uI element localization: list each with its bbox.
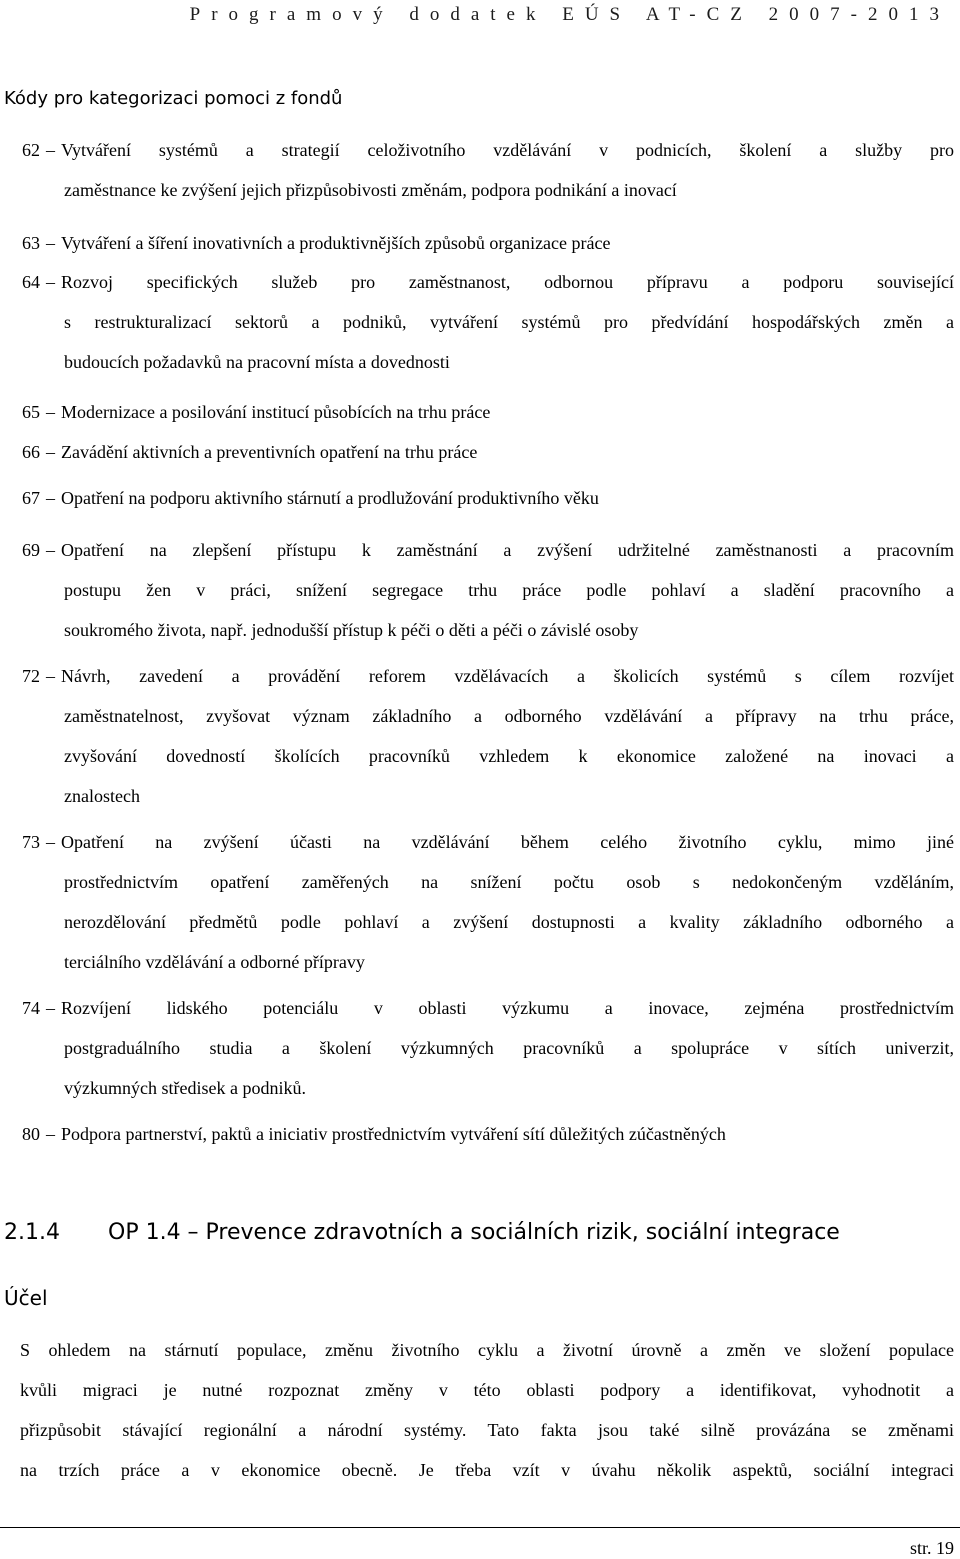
paragraph-line: S ohledem na stárnutí populace, změnu životního cyklu a životní úrovně a změn ve složení populace <box>20 1340 954 1360</box>
code-item-line: soukromého života, např. jednodušší přístup k péči o děti a péči o závislé osoby <box>64 620 639 640</box>
code-dash: – <box>46 442 55 462</box>
purpose-paragraph <box>20 1330 954 1490</box>
code-dash: – <box>46 488 55 508</box>
paragraph-line: na trzích práce a v ekonomice obecně. Je třeba vzít v úvahu několik aspektů, sociální integraci <box>20 1460 954 1480</box>
code-item-line: prostřednictvím opatření zaměřených na snížení počtu osob s nedokončeným vzděláním, <box>64 872 954 892</box>
code-dash: – <box>46 272 55 292</box>
code-number: 64 <box>22 272 40 292</box>
code-item-line: znalostech <box>64 786 140 806</box>
code-item <box>22 223 954 263</box>
paragraph-line: přizpůsobit stávající regionální a národní systémy. Tato fakta jsou také silně provázána se změnami <box>20 1420 954 1440</box>
code-item <box>22 988 954 1108</box>
code-dash: – <box>46 998 55 1018</box>
code-item-first-line <box>22 478 954 518</box>
code-number: 72 <box>22 666 40 686</box>
purpose-heading: Účel <box>4 1286 48 1310</box>
subsection-number: 2.1.4 <box>4 1220 60 1245</box>
code-number: 67 <box>22 488 40 508</box>
code-item-first-line <box>22 656 954 696</box>
code-item-first-line <box>22 988 954 1028</box>
code-text: Vytváření a šíření inovativních a produktivnějších způsobů organizace práce <box>61 233 611 253</box>
code-dash: – <box>46 832 55 852</box>
code-item-line: zaměstnance ke zvýšení jejich přizpůsobivosti změnám, podpora podnikání a inovací <box>64 180 677 200</box>
code-text: Opatření na zlepšení přístupu k zaměstnání a zvýšení udržitelné zaměstnanosti a pracovním <box>61 540 954 560</box>
code-text: Rozvoj specifických služeb pro zaměstnanost, odbornou přípravu a podporu související <box>61 272 954 292</box>
code-item <box>22 656 954 816</box>
code-number: 65 <box>22 402 40 422</box>
code-dash: – <box>46 666 55 686</box>
code-dash: – <box>46 540 55 560</box>
code-item <box>22 1114 954 1154</box>
running-header: Programový dodatek EÚS AT-CZ 2007-2013 <box>189 4 950 25</box>
code-item-line: budoucích požadavků na pracovní místa a dovednosti <box>64 352 450 372</box>
code-item <box>22 432 954 472</box>
code-number: 74 <box>22 998 40 1018</box>
code-text: Zavádění aktivních a preventivních opatření na trhu práce <box>61 442 478 462</box>
page-number: str. 19 <box>909 1538 954 1558</box>
code-dash: – <box>46 1124 55 1144</box>
footer-rule <box>0 1527 960 1528</box>
code-number: 63 <box>22 233 40 253</box>
code-item <box>22 822 954 982</box>
code-item-line: výzkumných středisek a podniků. <box>64 1078 306 1098</box>
code-item-line: postgraduálního studia a školení výzkumných pracovníků a spolupráce v sítích univerzit, <box>64 1038 954 1058</box>
code-item-line: nerozdělování předmětů podle pohlaví a zvýšení dostupnosti a kvality základního odborného a <box>64 912 954 932</box>
code-item-first-line <box>22 822 954 862</box>
code-item-line: terciálního vzdělávání a odborné přípravy <box>64 952 365 972</box>
code-dash: – <box>46 402 55 422</box>
code-number: 73 <box>22 832 40 852</box>
code-text: Modernizace a posilování institucí působících na trhu práce <box>61 402 491 422</box>
code-item-first-line <box>22 223 954 263</box>
code-item-line: postupu žen v práci, snížení segregace trhu práce podle pohlaví a sladění pracovního a <box>64 580 954 600</box>
section-title: Kódy pro kategorizaci pomoci z fondů <box>4 88 343 109</box>
code-number: 69 <box>22 540 40 560</box>
code-item <box>22 478 954 518</box>
code-text: Opatření na zvýšení účasti na vzdělávání během celého životního cyklu, mimo jiné <box>61 832 954 852</box>
code-item <box>22 262 954 382</box>
code-item-first-line <box>22 530 954 570</box>
code-item-line: zvyšování dovedností školících pracovníků vzhledem k ekonomice založené na inovaci a <box>64 746 954 766</box>
code-item-line: s restrukturalizací sektorů a podniků, vytváření systémů pro předvídání hospodářských změn a <box>64 312 954 332</box>
code-text: Opatření na podporu aktivního stárnutí a prodlužování produktivního věku <box>61 488 599 508</box>
code-number: 80 <box>22 1124 40 1144</box>
code-text: Podpora partnerství, paktů a iniciativ prostřednictvím vytváření sítí důležitých zúčastněných <box>61 1124 726 1144</box>
paragraph-line: kvůli migraci je nutné rozpoznat změny v této oblasti podpory a identifikovat, vyhodnotit a <box>20 1380 954 1400</box>
code-item-first-line <box>22 262 954 302</box>
code-item-first-line <box>22 432 954 472</box>
code-number: 66 <box>22 442 40 462</box>
code-item <box>22 392 954 432</box>
code-text: Vytváření systémů a strategií celoživotního vzdělávání v podnicích, školení a služby pro <box>61 140 954 160</box>
code-item-first-line <box>22 392 954 432</box>
code-number: 62 <box>22 140 40 160</box>
code-dash: – <box>46 140 55 160</box>
code-item-first-line <box>22 1114 954 1154</box>
subsection-title: OP 1.4 – Prevence zdravotních a sociálních rizik, sociální integrace <box>108 1220 840 1245</box>
code-item <box>22 130 954 210</box>
subsection-heading <box>4 1220 840 1245</box>
code-dash: – <box>46 233 55 253</box>
code-item-line: zaměstnatelnost, zvyšovat význam základního a odborného vzdělávání a přípravy na trhu práce, <box>64 706 954 726</box>
code-text: Rozvíjení lidského potenciálu v oblasti výzkumu a inovace, zejména prostřednictvím <box>61 998 954 1018</box>
code-item <box>22 530 954 650</box>
code-text: Návrh, zavedení a provádění reforem vzdělávacích a školicích systémů s cílem rozvíjet <box>61 666 954 686</box>
code-item-first-line <box>22 130 954 170</box>
